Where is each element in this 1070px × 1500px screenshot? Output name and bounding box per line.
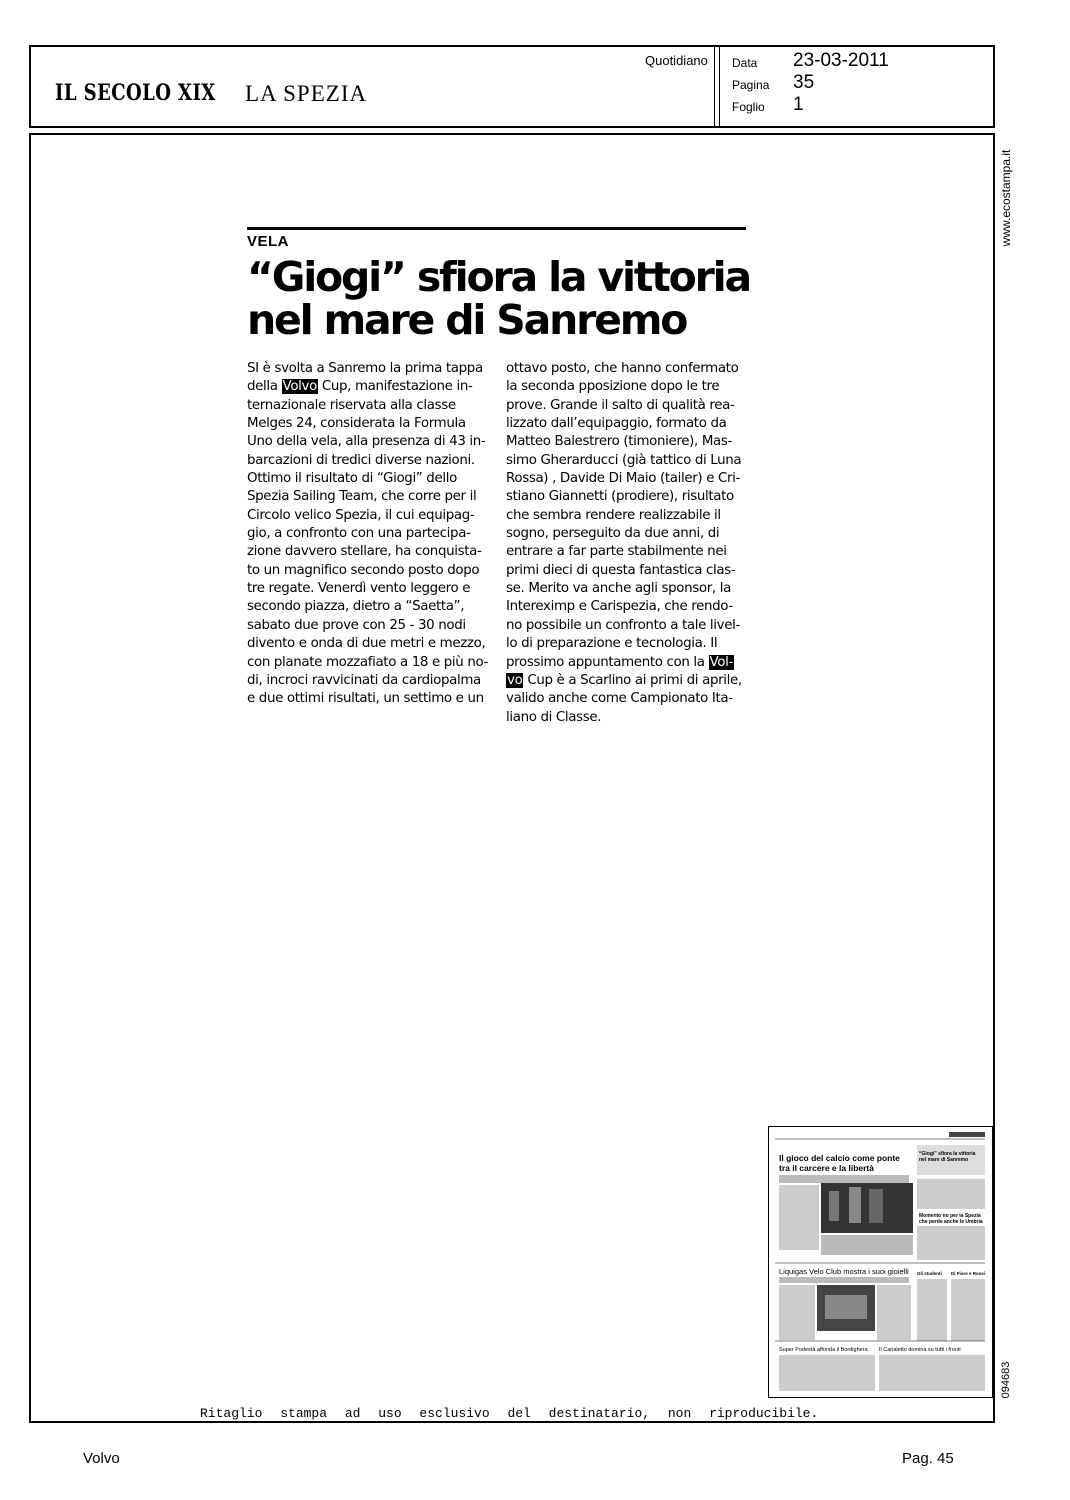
newspaper-name: IL SECOLO XIX [55,80,216,106]
article-line: ternazionale riservata alla classe [247,397,456,413]
svg-text:che perde anche le Umbria: che perde anche le Umbria [919,1219,983,1225]
article-line: se. Merito va anche agli sponsor, la [506,581,731,597]
article-column-2 [506,360,752,727]
article-line: gio, a confronto con una partecipa- [247,526,471,542]
page-number: Pag. 45 [902,1450,954,1467]
article-line: vo Cup è a Scarlino ai primi di aprile, [507,672,742,688]
article-line: primi dieci di questa fantastica clas- [506,562,736,578]
article-line: secondo piazza, dietro a “Saetta”, [247,599,465,615]
press-header [29,45,995,128]
svg-text:“Giogi” sfiora la vittoria: “Giogi” sfiora la vittoria [919,1151,976,1157]
article-line: della Volvo Cup, manifestazione in- [247,379,473,395]
article-line: simo Gherarducci (già tattico di Luna [506,452,742,468]
header-divider [714,45,720,128]
article-line: Matteo Balestrero (timoniere), Mas- [506,434,733,450]
article-line: ottavo posto, che hanno confermato [506,361,739,376]
article-line: Rossa) , Davide Di Maio (tailer) e Cri- [506,471,741,487]
article-column-1 [247,360,495,709]
thumb-headline-1: Il gioco del calcio come ponte [779,1153,900,1163]
article-line: Spezia Sailing Team, che corre per il [247,489,477,505]
article-line: sogno, perseguito da due anni, di [506,526,720,542]
article-line: prossimo appuntamento con la Vol- [506,654,733,670]
article-headline [247,253,767,344]
edition-name: LA SPEZIA [245,81,368,106]
article-line: che sembra rendere realizzabile il [506,507,721,523]
article-line: to un magnifico secondo posto dopo [247,562,480,578]
article-line: di, incroci ravvicinati da cardiopalma [247,672,481,688]
thumb-bottom-right: Il Canaletto domina su tutti i fronti [879,1347,961,1353]
thumb-headline-2: tra il carcere e la libertà [779,1163,874,1173]
article-line: la seconda pposizione dopo le tre [506,379,720,395]
thumbnail-drawing [769,1127,991,1397]
svg-text:nel mare di Sanremo: nel mare di Sanremo [919,1157,969,1163]
article-line: stiano Giannetti (prodiere), risultato [506,489,734,505]
article-line: Uno della vela, alla presenza di 43 in- [247,434,486,450]
article-line: Intereximp e Carispezia, che rendo- [506,599,733,615]
svg-text:Momento no per la Spezia: Momento no per la Spezia [919,1213,981,1219]
article-line: zione davvero stellare, ha conquista- [247,544,482,560]
copyright-notice: Ritaglio stampa ad uso esclusivo del destinatario, non riproducibile. [200,1406,819,1421]
svg-text:Gli studenti: Gli studenti [917,1271,942,1276]
date-label: Data [732,56,758,70]
page-value: 35 [793,72,815,93]
page-label: Pagina [732,78,770,92]
headline-line: nel mare di Sanremo [247,296,687,344]
article-line: con planate mozzafiato a 18 e più no- [247,654,489,670]
article-line: SI è svolta a Sanremo la prima tappa [247,361,483,376]
thumb-lower-headline: Liquigas Velo Club mostra i suoi gioielli [779,1267,909,1276]
client-name: Volvo [83,1450,120,1467]
sheet-value: 1 [793,94,804,115]
article-line: divento e onda di due metri e mezzo, [247,636,486,652]
article-line: barcazioni di tredici diverse nazioni. [247,452,475,468]
frequency-label: Quotidiano [645,53,708,68]
article-line: prove. Grande il salto di qualità rea- [506,397,735,413]
headline-line: “Giogi” sfiora la vittoria [247,253,750,301]
article-line: lo di preparazione e tecnologia. Il [506,636,718,652]
thumb-bottom-left: Super Podestà affonda il Bordighera [779,1347,868,1353]
article-kicker: VELA [247,233,290,250]
highlighted-keyword: vo [507,672,523,688]
date-value: 23-03-2011 [793,50,889,71]
article-line: Melges 24, considerata la Formula [247,416,466,432]
page-thumbnail [768,1126,993,1398]
article-line: Ottimo il risultato di “Giogi” dello [247,471,457,487]
article-top-rule [247,227,746,230]
article-line: Circolo velico Spezia, il cui equipag- [247,507,475,523]
article-line: valido anche come Campionato Ita- [506,691,733,707]
article-line: no possibile un confronto a tale livel- [506,617,740,633]
article-line: liano di Classe. [506,709,602,725]
article-line: lizzato dall’equipaggio, formato da [506,416,727,432]
article-line: e due ottimi risultati, un settimo e un [247,691,484,707]
masthead [55,80,368,106]
article-line: tre regate. Venerdì vento leggero e [247,581,471,597]
article-line: entrare a far parte stabilmente nei [506,544,727,560]
highlighted-keyword: Vol- [709,654,733,670]
website-label: www.ecostampa.it [999,149,1013,247]
svg-text:Di Fiore e Rossi: Di Fiore e Rossi [951,1271,986,1276]
article-line: sabato due prove con 25 - 30 nodi [247,617,466,633]
highlighted-keyword: Volvo [282,379,317,395]
clipping-code: 094683 [1000,1361,1012,1399]
sheet-label: Foglio [732,100,765,114]
